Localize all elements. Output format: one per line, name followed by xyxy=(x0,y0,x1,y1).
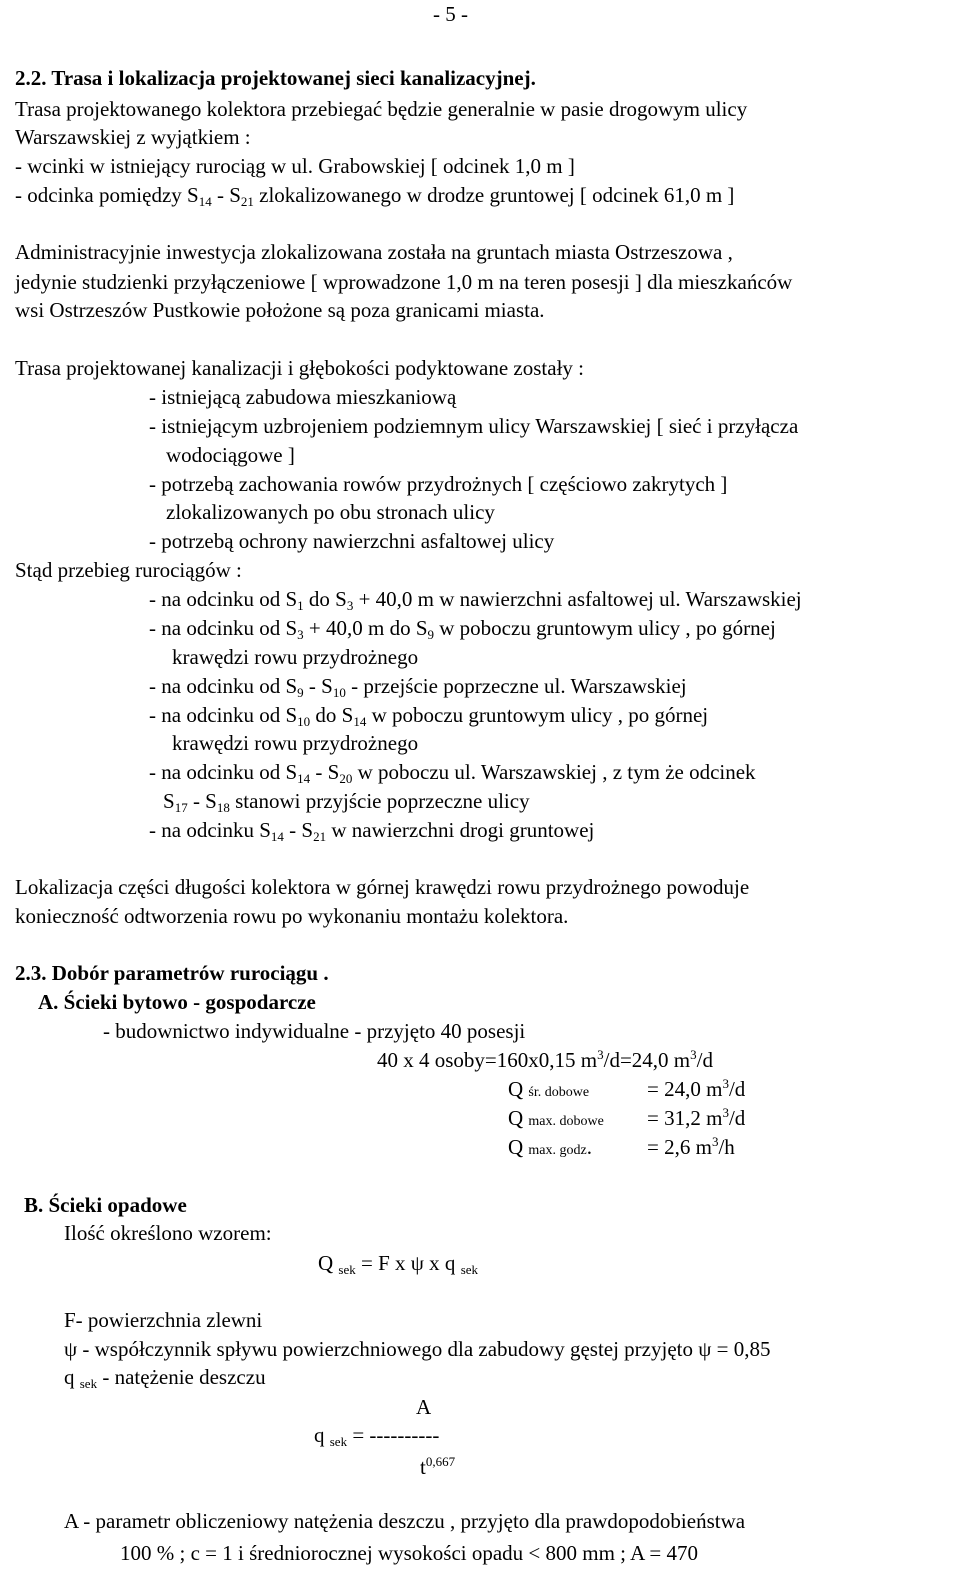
page-number: - 5 - xyxy=(433,2,468,26)
subscript: 20 xyxy=(339,771,353,786)
text: w poboczu gruntowym ulicy , po górnej xyxy=(366,703,709,727)
fraction-numerator: A xyxy=(416,1395,432,1419)
list-item: - istniejącym uzbrojeniem podziemnym ulicy Warszawskiej [ sieć i przyłącza xyxy=(149,414,799,438)
text-line: - budownictwo indywidualne - przyjęto 40 posesji xyxy=(103,1019,526,1043)
text: q xyxy=(314,1423,330,1447)
text: = ---------- xyxy=(347,1423,440,1447)
subscript: 14 xyxy=(270,829,284,844)
subscript: 17 xyxy=(174,800,188,815)
text: = F x ψ x q xyxy=(355,1251,461,1275)
text: = 2,6 m xyxy=(647,1135,712,1159)
route-item xyxy=(163,789,530,813)
subscript: 14 xyxy=(297,771,311,786)
text: - S xyxy=(187,789,217,813)
text-line: Administracyjnie inwestycja zlokalizowana została na gruntach miasta Ostrzeszowa , xyxy=(15,240,733,264)
definition: ψ - współczynnik spływu powierzchniowego dla zabudowy gęstej przyjęto ψ = 0,85 xyxy=(64,1337,771,1361)
subscript: sek xyxy=(338,1262,356,1277)
text: - na odcinku S xyxy=(149,818,271,842)
text: - przejście poprzeczne ul. Warszawskiej xyxy=(345,674,687,698)
definition: A - parametr obliczeniowy natężenia deszczu , przyjęto dla prawdopodobieństwa xyxy=(64,1509,746,1533)
flow-q-avg xyxy=(508,1077,589,1105)
subscript: 21 xyxy=(240,194,254,209)
text: Q xyxy=(318,1251,339,1275)
text: /h xyxy=(718,1135,735,1159)
subsection-heading-b: B. Ścieki opadowe xyxy=(24,1193,187,1217)
flow-q-maxday xyxy=(508,1106,604,1134)
text: do S xyxy=(310,703,354,727)
subscript: sek xyxy=(329,1434,348,1449)
route-item xyxy=(149,703,708,727)
text: w poboczu gruntowym ulicy , po górnej xyxy=(434,616,776,640)
subscript: 18 xyxy=(216,800,230,815)
exception-item: - wcinki w istniejący rurociąg w ul. Grabowskiej [ odcinek 1,0 m ] xyxy=(15,154,575,178)
text: Q xyxy=(508,1077,529,1101)
section-heading-2-2: 2.2. Trasa i lokalizacja projektowanej sieci kanalizacyjnej. xyxy=(15,66,536,90)
formula xyxy=(318,1251,478,1275)
text: - na odcinku od S xyxy=(149,616,298,640)
text-line: konieczność odtworzenia rowu po wykonaniu montażu kolektora. xyxy=(15,904,569,928)
list-item: - potrzebą zachowania rowów przydrożnych [ częściowo zakrytych ] xyxy=(149,472,728,496)
text: . xyxy=(586,1135,592,1159)
text: Q xyxy=(508,1135,529,1159)
route-item xyxy=(149,760,756,784)
flow-q-maxday-value xyxy=(647,1106,745,1130)
definition xyxy=(64,1365,266,1389)
route-item: krawędzi rowu przydrożnego xyxy=(172,731,419,755)
route-item xyxy=(149,616,776,640)
text: = 31,2 m xyxy=(647,1106,723,1130)
calculation xyxy=(377,1048,713,1072)
subscript: 21 xyxy=(313,829,327,844)
text-line: jedynie studzienki przyłączeniowe [ wprowadzone 1,0 m na teren posesji ] dla mieszkańców xyxy=(15,270,793,294)
route-item xyxy=(149,587,802,611)
list-item: - potrzebą ochrony nawierzchni asfaltowej ulicy xyxy=(149,529,555,553)
text: /d xyxy=(696,1048,713,1072)
text: + 40,0 m do S xyxy=(303,616,428,640)
subscript: 9 xyxy=(297,685,304,700)
superscript: 3 xyxy=(597,1047,604,1062)
subscript: sek xyxy=(460,1262,479,1277)
text: stanowi przyjście poprzeczne ulicy xyxy=(229,789,530,813)
text: /d=24,0 m xyxy=(603,1048,691,1072)
flow-q-maxhour-value xyxy=(647,1135,735,1159)
route-item xyxy=(149,818,594,842)
list-item: - istniejącą zabudowa mieszkaniową xyxy=(149,385,457,409)
list-item: wodociągowe ] xyxy=(166,443,295,467)
text: - S xyxy=(211,183,241,207)
text: = 24,0 m xyxy=(647,1077,723,1101)
subscript: 14 xyxy=(198,194,212,209)
text: do S xyxy=(303,587,347,611)
text: - S xyxy=(283,818,314,842)
superscript: 3 xyxy=(690,1047,697,1062)
subscript: max. godz xyxy=(528,1143,587,1158)
superscript: 0,667 xyxy=(425,1454,456,1469)
fraction-line xyxy=(314,1423,439,1447)
text: /d xyxy=(728,1106,746,1130)
text: + 40,0 m w nawierzchni asfaltowej ul. Warszawskiej xyxy=(353,587,802,611)
text: - S xyxy=(303,674,333,698)
flow-q-avg-value xyxy=(647,1077,745,1101)
subscript: 3 xyxy=(297,627,304,642)
section-heading-2-3: 2.3. Dobór parametrów rurociągu . xyxy=(15,961,329,985)
superscript: 3 xyxy=(722,1105,729,1120)
definition: 100 % ; c = 1 i średniorocznej wysokości opadu < 800 mm ; A = 470 xyxy=(120,1541,698,1565)
text-line: Warszawskiej z wyjątkiem : xyxy=(15,125,251,149)
subscript: sek xyxy=(79,1376,98,1391)
subscript: max. dobowe xyxy=(528,1114,604,1129)
superscript: 3 xyxy=(722,1076,729,1091)
text: - na odcinku od S xyxy=(149,674,298,698)
text: - odcinka pomiędzy S xyxy=(15,183,199,207)
text: S xyxy=(163,789,175,813)
subscript: 10 xyxy=(297,714,311,729)
list-item: zlokalizowanych po obu stronach ulicy xyxy=(166,500,495,524)
exception-item xyxy=(15,183,734,207)
text-line: Lokalizacja części długości kolektora w górnej krawędzi rowu przydrożnego powoduje xyxy=(15,875,750,899)
subsection-heading-a: A. Ścieki bytowo - gospodarcze xyxy=(38,990,316,1014)
text-line: Stąd przebieg rurociągów : xyxy=(15,558,242,582)
text: - na odcinku od S xyxy=(149,587,298,611)
subscript: 14 xyxy=(353,714,367,729)
text-line: Ilość określono wzorem: xyxy=(64,1221,272,1245)
route-item xyxy=(149,674,687,698)
subscript: 10 xyxy=(332,685,346,700)
text: 40 x 4 osoby=160x0,15 m xyxy=(377,1048,598,1072)
definition: F- powierzchnia zlewni xyxy=(64,1308,263,1332)
text-line: Trasa projektowanego kolektora przebiegać będzie generalnie w pasie drogowym ulicy xyxy=(15,97,748,121)
fraction-denominator xyxy=(420,1455,455,1479)
subscript: 1 xyxy=(297,598,304,613)
route-item: krawędzi rowu przydrożnego xyxy=(172,645,419,669)
text: Q xyxy=(508,1106,529,1130)
text: w poboczu ul. Warszawskiej , z tym że odcinek xyxy=(352,760,756,784)
text-line: Trasa projektowanej kanalizacji i głębokości podyktowane zostały : xyxy=(15,356,584,380)
subscript: śr. dobowe xyxy=(528,1085,590,1100)
text: t xyxy=(420,1455,426,1479)
text: - S xyxy=(310,760,340,784)
subscript: 9 xyxy=(427,627,435,642)
text: - na odcinku od S xyxy=(149,703,298,727)
text: q xyxy=(64,1365,80,1389)
text-line: wsi Ostrzeszów Pustkowie położone są poza granicami miasta. xyxy=(15,298,545,322)
subscript: 3 xyxy=(346,598,354,613)
text: w nawierzchni drogi gruntowej xyxy=(326,818,595,842)
text: - na odcinku od S xyxy=(149,760,298,784)
flow-q-maxhour xyxy=(508,1135,592,1163)
text: zlokalizowanego w drodze gruntowej [ odcinek 61,0 m ] xyxy=(253,183,735,207)
superscript: 3 xyxy=(711,1134,719,1149)
text: /d xyxy=(728,1077,746,1101)
text: - natężenie deszczu xyxy=(97,1365,266,1389)
